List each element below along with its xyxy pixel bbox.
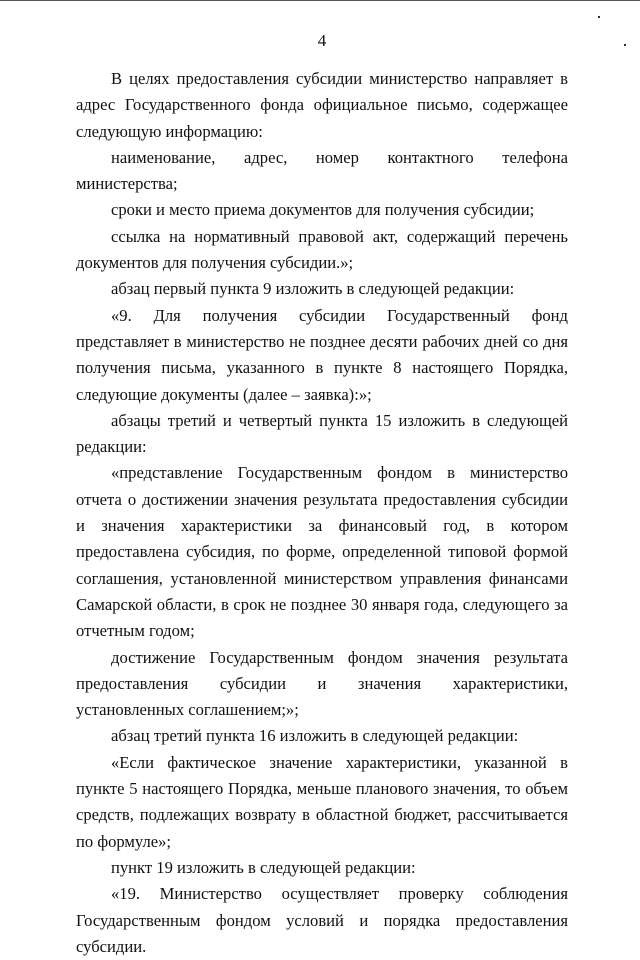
paragraph-item-terms: сроки и место приема документов для получения субсидии; [111,200,535,220]
paragraph-point-15-b: достижение Государственным фондом значения результата предоставления субсидии и значения характеристики, установленных соглашением;»; [76,647,568,720]
scan-speck [598,16,600,18]
paragraph-intro: В целях предоставления субсидии министерство направляет в адрес Государственного фонда официальное письмо, содержащее следующую информацию: [76,69,568,141]
page-number: 4 [317,31,327,50]
document-body [76,66,568,960]
scan-top-edge [0,0,640,1]
paragraph-amend-15: абзацы третий и четвертый пункта 15 изложить в следующей редакции: [76,410,568,457]
paragraph-point-15-a: «представление Государственным фондом в министерство отчета о достижении значения результата предоставления субсидии и значения характеристики за финансовый год, в котором предоставлена субсидия, по форме, определенной типовой формой соглашения, установленной министерством управления финансами Самарской области, в срок не позднее 30 января года, следующего за отчетным годом; [76,463,568,641]
paragraph-point-19: «19. Министерство осуществляет проверку соблюдения Государственным фондом условий и порядка предоставления субсидии. [76,884,568,956]
paragraph-item-link: ссылка на нормативный правовой акт, содержащий перечень документов для получения субсидии.»; [76,226,568,273]
paragraph-amend-16: абзац третий пункта 16 изложить в следующей редакции: [111,726,519,746]
paragraph-point-16: «Если фактическое значение характеристики, указанной в пункте 5 настоящего Порядка, меньше планового значения, то объем средств, подлежащих возврату в областной бюджет, рассчитывается по формуле»; [76,752,568,851]
paragraph-amend-19: пункт 19 изложить в следующей редакции: [111,857,416,877]
paragraph-point-9: «9. Для получения субсидии Государственный фонд представляет в министерство не позднее десяти рабочих дней со дня получения письма, указанного в пункте 8 настоящего Порядка, следующие документы (далее – заявка):»; [76,305,568,404]
paragraph-item-name: наименование, адрес, номер контактного телефона министерства; [76,147,568,194]
paragraph-amend-9: абзац первый пункта 9 изложить в следующей редакции: [111,279,515,299]
